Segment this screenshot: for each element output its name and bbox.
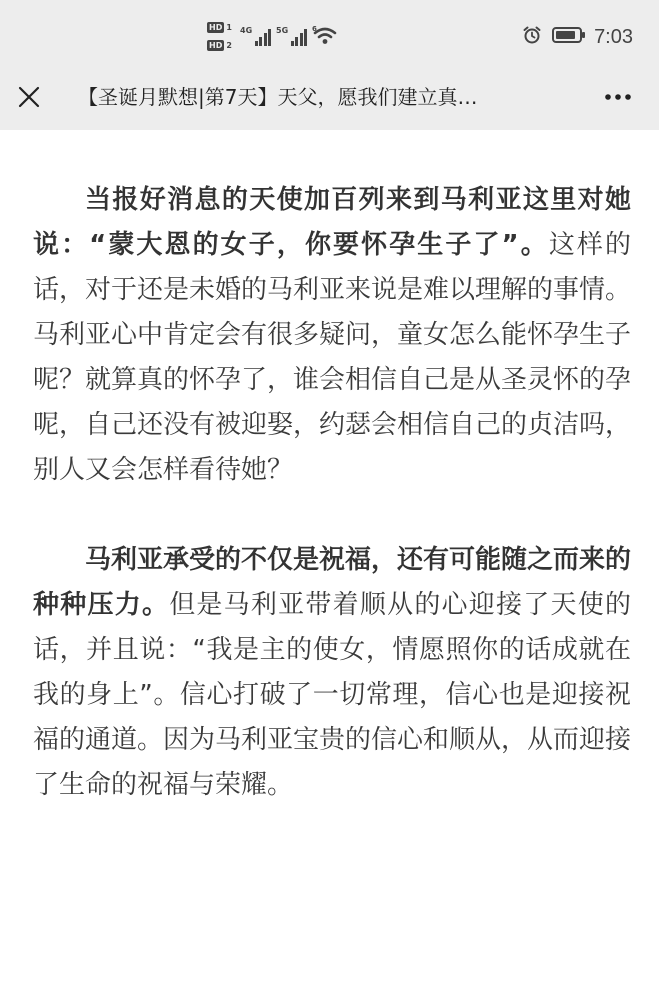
paragraph-emphasis: 当报好消息的天使加百列来到马利亚这里对她说：“蒙大恩的女子，你要怀孕生子了”。: [33, 185, 631, 260]
navigation-bar: [0, 72, 659, 130]
status-bar: [0, 0, 659, 72]
wifi-icon: [312, 24, 338, 52]
signal2-network-label: 5G: [276, 26, 289, 35]
hd1-badge: HD: [209, 23, 223, 32]
hd2-badge: HD: [209, 41, 223, 50]
hd2-number: 2: [226, 41, 232, 50]
hd1-number: 1: [226, 23, 232, 32]
article-paragraph: [33, 538, 631, 808]
article-body: [33, 178, 631, 853]
paragraph-text: 但是马利亚带着顺从的心迎接了天使的话，并且说：“我是主的使女，情愿照你的话成就在我的身上”。信心打破了一切常理，信心也是迎接祝福的通道。因为马利亚宝贵的信心和顺从，从而迎接了生命的祝福与荣耀。: [33, 590, 632, 800]
paragraph-emphasis: 马利亚承受的不仅是祝福，还有可能随之而来的种种压力。: [33, 545, 632, 620]
clock-time: 7:03: [594, 25, 633, 48]
signal-icon: [276, 26, 307, 46]
signal1-network-label: 4G: [240, 26, 253, 35]
close-icon: [14, 82, 44, 112]
wifi-label: 6: [312, 25, 317, 33]
more-icon: [601, 84, 635, 110]
paragraph-text: 这样的话，对于还是未婚的马利亚来说是难以理解的事情。马利亚心中肯定会有很多疑问，童女怎么能怀孕生子呢？就算真的怀孕了，谁会相信自己是从圣灵怀的孕呢，自己还没有被迎娶，约瑟会相信自己的贞洁吗，别人又会怎样看待她？: [33, 230, 632, 485]
close-button[interactable]: [14, 82, 44, 112]
signal-icon: [240, 26, 271, 46]
alarm-icon: [522, 25, 542, 49]
battery-icon: [552, 26, 586, 48]
more-options-button[interactable]: [601, 84, 635, 110]
hd-indicators: [207, 20, 237, 54]
article-paragraph: [33, 178, 631, 493]
status-right: [522, 25, 633, 49]
page-title: 【圣诞月默想|第7天】天父，愿我们建立真…: [78, 85, 478, 109]
